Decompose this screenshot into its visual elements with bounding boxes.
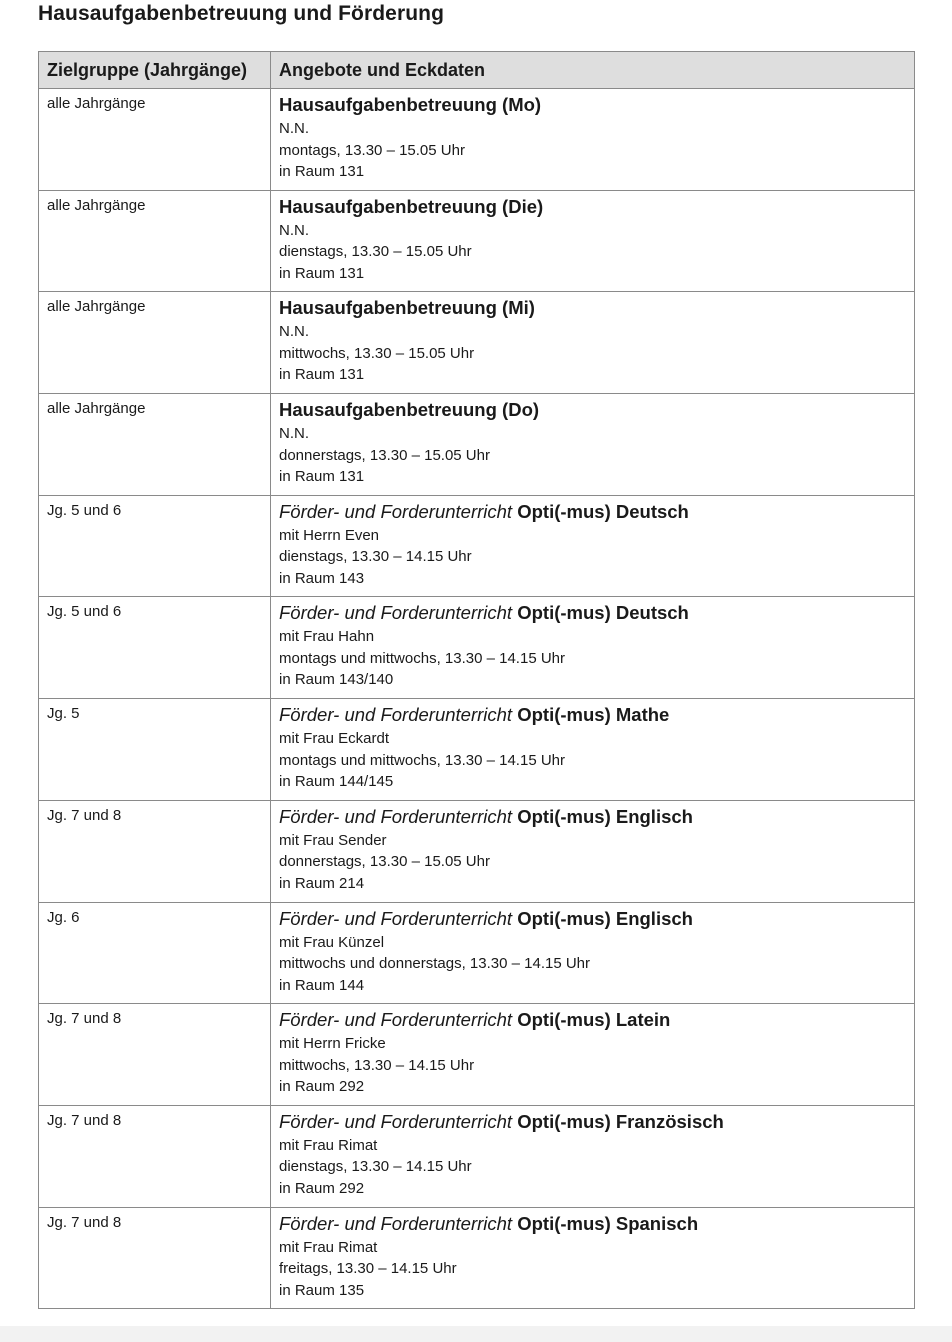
offer-title-name: Opti(-mus) Englisch — [517, 805, 693, 827]
table-row — [39, 699, 915, 801]
offer-cell — [271, 1004, 915, 1106]
target-group-cell: Jg. 7 und 8 — [39, 1105, 271, 1207]
table-header-row — [39, 52, 915, 89]
page-bottom-edge — [0, 1326, 952, 1342]
offer-room: in Raum 131 — [279, 264, 365, 282]
table-row — [39, 1004, 915, 1106]
table-row — [39, 902, 915, 1004]
offer-cell — [271, 495, 915, 597]
target-group-cell: Jg. 7 und 8 — [39, 1207, 271, 1309]
offer-time: mittwochs, 13.30 – 15.05 Uhr — [279, 344, 475, 362]
table-row — [39, 292, 915, 394]
offer-teacher: N.N. — [279, 323, 309, 341]
offer-room: in Raum 143 — [279, 569, 365, 587]
offer-title-category: Förder- und Forderunterricht — [279, 1212, 518, 1234]
offer-cell — [271, 89, 915, 191]
offer-title — [279, 907, 906, 931]
offer-teacher: N.N. — [279, 120, 309, 137]
offer-time: dienstags, 13.30 – 15.05 Uhr — [279, 243, 472, 261]
offer-title-name: Hausaufgabenbetreuung (Mi) — [279, 297, 535, 319]
offer-cell — [271, 190, 915, 292]
offer-title-name: Opti(-mus) Deutsch — [517, 500, 689, 522]
offer-room: in Raum 292 — [279, 1078, 365, 1096]
offer-teacher: mit Frau Rimat — [279, 1238, 378, 1256]
offer-time: montags, 13.30 – 15.05 Uhr — [279, 141, 465, 159]
offer-title — [279, 296, 906, 320]
offer-time: mittwochs und donnerstags, 13.30 – 14.15 Uhr — [279, 955, 591, 972]
offer-title-category: Förder- und Forderunterricht — [279, 907, 518, 929]
offer-time: donnerstags, 13.30 – 15.05 Uhr — [279, 853, 490, 871]
target-group-cell: Jg. 5 und 6 — [39, 495, 271, 597]
offer-title-category: Förder- und Forderunterricht — [279, 805, 518, 827]
offer-title-name: Opti(-mus) Mathe — [517, 704, 670, 726]
offer-title-name: Opti(-mus) Deutsch — [517, 602, 689, 624]
offer-time: montags und mittwochs, 13.30 – 14.15 Uhr — [279, 751, 565, 769]
offer-teacher: N.N. — [279, 425, 309, 443]
table-row — [39, 495, 915, 597]
offer-title-category: Förder- und Forderunterricht — [279, 1110, 518, 1132]
offer-teacher: N.N. — [279, 221, 309, 239]
offer-room: in Raum 143/140 — [279, 671, 394, 689]
offer-teacher: mit Herrn Fricke — [279, 1035, 386, 1053]
offer-cell — [271, 699, 915, 801]
target-group-cell: Jg. 5 — [39, 699, 271, 801]
offer-title-category: Förder- und Forderunterricht — [279, 704, 518, 726]
table-row — [39, 394, 915, 496]
offer-title — [279, 500, 906, 524]
target-group-cell: alle Jahrgänge — [39, 190, 271, 292]
target-group-cell: alle Jahrgänge — [39, 89, 271, 191]
offer-teacher: mit Frau Sender — [279, 831, 387, 849]
offer-teacher: mit Herrn Even — [279, 526, 380, 544]
offer-cell — [271, 394, 915, 496]
offer-teacher: mit Frau Hahn — [279, 628, 375, 646]
offer-room: in Raum 131 — [279, 468, 365, 486]
offer-title-name: Hausaufgabenbetreuung (Do) — [279, 399, 540, 421]
offer-time: dienstags, 13.30 – 14.15 Uhr — [279, 548, 472, 566]
offer-title-category: Förder- und Forderunterricht — [279, 1009, 518, 1031]
page-title: Hausaufgabenbetreuung und Förderung — [38, 2, 444, 25]
offers-table — [38, 51, 915, 1309]
offer-time: freitags, 13.30 – 14.15 Uhr — [279, 1260, 457, 1278]
offer-title-name: Hausaufgabenbetreuung (Die) — [279, 195, 544, 217]
offer-time: mittwochs, 13.30 – 14.15 Uhr — [279, 1056, 475, 1074]
offer-cell — [271, 1207, 915, 1309]
offer-title-name: Opti(-mus) Latein — [517, 1009, 671, 1031]
table-row — [39, 1207, 915, 1309]
offer-title-category: Förder- und Forderunterricht — [279, 500, 518, 522]
offer-room: in Raum 135 — [279, 1281, 365, 1299]
target-group-cell: Jg. 7 und 8 — [39, 1004, 271, 1106]
offer-room: in Raum 144 — [279, 976, 365, 994]
offer-cell — [271, 597, 915, 699]
offer-cell — [271, 902, 915, 1004]
offer-title-category: Förder- und Forderunterricht — [279, 602, 518, 624]
offer-room: in Raum 144/145 — [279, 773, 394, 791]
target-group-cell: alle Jahrgänge — [39, 292, 271, 394]
offer-title-name: Opti(-mus) Englisch — [517, 907, 693, 929]
offer-title-name: Opti(-mus) Französisch — [517, 1110, 724, 1132]
target-group-cell: Jg. 6 — [39, 902, 271, 1004]
offer-title — [279, 195, 906, 219]
column-header-target-group: Zielgruppe (Jahrgänge) — [39, 52, 271, 89]
offer-teacher: mit Frau Eckardt — [279, 730, 390, 748]
offer-cell — [271, 1105, 915, 1207]
offer-teacher: mit Frau Künzel — [279, 933, 385, 951]
column-header-offers: Angebote und Eckdaten — [271, 52, 915, 89]
offer-title — [279, 1008, 906, 1032]
offer-title-name: Hausaufgabenbetreuung (Mo) — [279, 94, 542, 115]
offer-room: in Raum 292 — [279, 1179, 365, 1197]
offer-title — [279, 93, 906, 117]
offer-title-name: Opti(-mus) Spanisch — [517, 1212, 699, 1234]
offer-time: dienstags, 13.30 – 14.15 Uhr — [279, 1158, 472, 1176]
offer-cell — [271, 800, 915, 902]
target-group-cell: Jg. 7 und 8 — [39, 800, 271, 902]
table-row — [39, 190, 915, 292]
offer-title — [279, 601, 906, 625]
offer-title — [279, 398, 906, 422]
offer-title — [279, 805, 906, 829]
offer-cell — [271, 292, 915, 394]
offer-time: donnerstags, 13.30 – 15.05 Uhr — [279, 446, 490, 464]
table-row — [39, 89, 915, 191]
offer-room: in Raum 214 — [279, 874, 365, 892]
table-row — [39, 597, 915, 699]
offer-time: montags und mittwochs, 13.30 – 14.15 Uhr — [279, 649, 565, 667]
offer-title — [279, 1212, 906, 1236]
target-group-cell: Jg. 5 und 6 — [39, 597, 271, 699]
table-row — [39, 1105, 915, 1207]
offer-teacher: mit Frau Rimat — [279, 1136, 378, 1154]
offer-room: in Raum 131 — [279, 366, 365, 384]
offer-title — [279, 703, 906, 727]
offer-title — [279, 1110, 906, 1134]
offer-room: in Raum 131 — [279, 163, 365, 180]
target-group-cell: alle Jahrgänge — [39, 394, 271, 496]
table-row — [39, 800, 915, 902]
